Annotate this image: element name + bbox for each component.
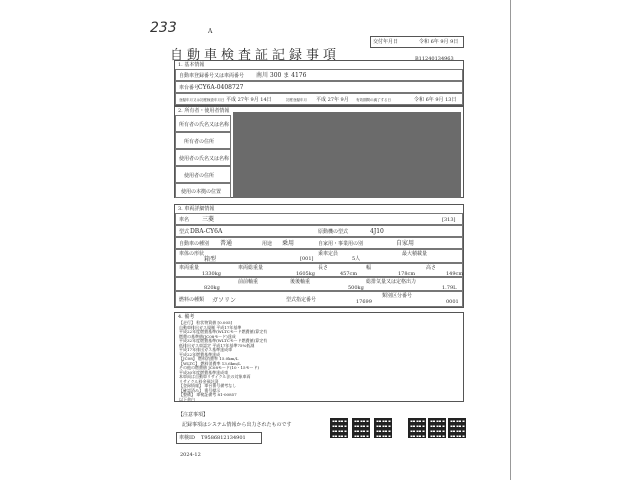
model-label: 型式 (179, 229, 190, 235)
remarks-line: 自動車排出ガス規制 平成17年基準 (179, 324, 242, 330)
chassis-value: CY6A-0408727 (198, 84, 244, 91)
qr-code-4 (408, 418, 426, 438)
make-row (175, 213, 463, 225)
expiry-value: 令和 6年 9月 13日 (414, 97, 457, 103)
redacted-block (233, 112, 461, 198)
remarks-line: 【走行】 粒状物質値 [0.005] (179, 320, 233, 325)
qr-code-1 (330, 418, 348, 438)
remarks-line: 【整備】 車検証備考 81-00857 (179, 392, 237, 397)
remarks-line: 【確認済み】 番号標示 (179, 387, 221, 393)
section4-label: 4. 備考 (178, 314, 195, 320)
engine-value: 4J10 (370, 228, 384, 235)
first-reg-value: 平成 27年 9月 14日 (226, 97, 272, 103)
issue-date-box (370, 36, 464, 48)
model-spec-label: 型式指定番号 (286, 297, 317, 303)
footer-code: 2024-12 (180, 452, 201, 458)
dimensions-row (175, 263, 463, 277)
issue-date-label: 交付年月日 (373, 39, 399, 45)
section1-label: 1. 基本情報 (178, 62, 205, 68)
category-label: 類別区分番号 (382, 293, 413, 299)
notice-title: 【注意事項】 (178, 412, 209, 418)
make-label: 車名 (179, 217, 190, 223)
remarks-line: 【JC08】 燃料消費率 15.0km/L (179, 356, 239, 361)
type-value: 普通 (220, 240, 233, 247)
remarks-line: 平成30年度燃費基準達成車 (179, 369, 229, 375)
owner-name-label: 所有者の氏名又は名称 (179, 122, 230, 128)
remarks-line: 平成17年排出ガス基準達成車 (179, 347, 233, 352)
remarks-line: 以下余白 (179, 396, 195, 402)
engine-label: 原動機の型式 (318, 229, 349, 235)
height-label: 高さ (426, 265, 437, 271)
body-row (175, 249, 463, 263)
usage-label: 用途 (262, 241, 273, 247)
class-label: 自家用・事業用の別 (318, 241, 364, 247)
weight-value: 1330kg (202, 271, 221, 277)
height-value: 149cm (446, 271, 464, 277)
vehicle-id-box (176, 432, 262, 444)
remarks-line: リサイクル料金預託済 (179, 378, 219, 384)
section2-label: 2. 所有者・使用者情報 (178, 108, 230, 114)
remarks-line: 低排出ガス車認定 平成17年基準75%低減 (179, 342, 255, 348)
expiry-label: 有効期間の満了する日 (356, 98, 391, 102)
section-owner-info (174, 106, 464, 198)
reg-date-label: 初度登録年月 (286, 98, 307, 102)
max-load-label: 最大積載量 (402, 251, 428, 257)
qr-code-2 (352, 418, 370, 438)
user-address-row (175, 166, 231, 183)
gross-value: 1605kg (296, 271, 315, 277)
qr-code-6 (448, 418, 466, 438)
remarks-line: 平成22年燃費基準達成 (179, 351, 221, 357)
issue-date-value: 令和 6年 9月 9日 (419, 39, 459, 45)
remarks-line: 【WLTC】 燃料消費率 13.6km/L (179, 360, 241, 366)
displacement-label: 総排気量又は定格出力 (366, 279, 417, 285)
type-label: 自動車の種別 (179, 241, 210, 247)
capacity-value: 5人 (352, 256, 361, 262)
header-mark: A (208, 28, 213, 35)
front-axle-value: 820kg (204, 285, 220, 291)
width-value: 178cm (398, 271, 416, 277)
make-value: 三菱 (202, 216, 215, 223)
section-vehicle-details (174, 204, 464, 308)
section-basic-info (174, 60, 464, 106)
fuel-value: ガソリン (212, 297, 237, 304)
remarks-line: 平成32年度燃費基準(WLTCモード燃費値)算定有 (179, 338, 268, 343)
document-title: 自動車検査証記録事項 (170, 48, 341, 63)
user-address-label: 使用者の住所 (184, 173, 215, 179)
body-code: [001] (300, 256, 314, 262)
section-remarks (174, 312, 464, 402)
user-name-label: 使用者の氏名又は名称 (179, 156, 230, 162)
displacement-value: 1.79L (442, 285, 457, 291)
remarks-list (179, 321, 267, 402)
owner-name-row (175, 115, 231, 132)
vehicle-id-value: T9586812134901 (201, 435, 246, 441)
scan-edge-line (510, 0, 511, 480)
remarks-line: 【登録情報】 車台番号備考なし (179, 383, 237, 388)
type-row (175, 237, 463, 249)
class-value: 自家用 (396, 240, 415, 247)
length-value: 457cm (340, 271, 358, 277)
base-location-row (175, 183, 231, 198)
make-code: [313] (442, 217, 456, 223)
model-row (175, 225, 463, 237)
remarks-line: 平成22年度燃費基準(WLTCモード燃費値)算定有 (179, 329, 268, 334)
chassis-label: 車台番号 (179, 85, 200, 91)
plate-label: 自動車登録番号又は車両番号 (179, 73, 245, 79)
category-value: 0001 (446, 299, 459, 305)
plate-value: 南川 300 ま 4176 (256, 72, 307, 79)
remarks-line: 本車両は自動車リサイクル法の対象車両 (179, 374, 251, 379)
user-name-row (175, 149, 231, 166)
model-spec-value: 17699 (356, 299, 372, 305)
rear-axle-value: 500kg (348, 285, 364, 291)
handwritten-number: 233 (150, 20, 177, 36)
rear-axle-label: 後後軸重 (290, 279, 311, 285)
body-label: 車体の形状 (179, 251, 205, 257)
length-label: 長さ (318, 265, 329, 271)
capacity-label: 乗車定員 (318, 251, 339, 257)
fuel-label: 燃料の種類 (179, 297, 205, 303)
weight-label: 車両重量 (179, 265, 200, 271)
serial-number: B11240134963 (415, 56, 454, 62)
qr-code-5 (428, 418, 446, 438)
model-value: DBA-CY6A (190, 228, 223, 235)
gross-label: 車両総重量 (238, 265, 264, 271)
front-axle-label: 前前軸重 (238, 279, 259, 285)
section3-label: 3. 車両詳細情報 (178, 206, 215, 212)
reg-date-value: 平成 27年 9月 (316, 97, 349, 103)
vehicle-id-label: 車検ID (179, 435, 195, 441)
plate-row (175, 69, 463, 81)
remarks-line: 燃費の基準値(JC08モード)達成 (179, 333, 236, 339)
owner-address-label: 所有者の住所 (184, 139, 215, 145)
owner-address-row (175, 132, 231, 149)
dates-row (175, 93, 463, 105)
usage-value: 乗用 (282, 240, 295, 247)
chassis-row (175, 81, 463, 93)
fuel-row (175, 291, 463, 307)
remarks-line: その他の燃費値 JC08モード(10・15モード) (179, 365, 260, 370)
qr-code-3 (374, 418, 392, 438)
width-label: 幅 (366, 265, 372, 271)
first-reg-label: 登録年月又は初度検査年月日 (179, 98, 225, 102)
body-value: 箱型 (204, 256, 217, 263)
notice-text: 記録事項はシステム情報から出力されたものです (182, 422, 292, 428)
base-location-label: 使用の本拠の位置 (181, 189, 222, 195)
axle-row (175, 277, 463, 291)
